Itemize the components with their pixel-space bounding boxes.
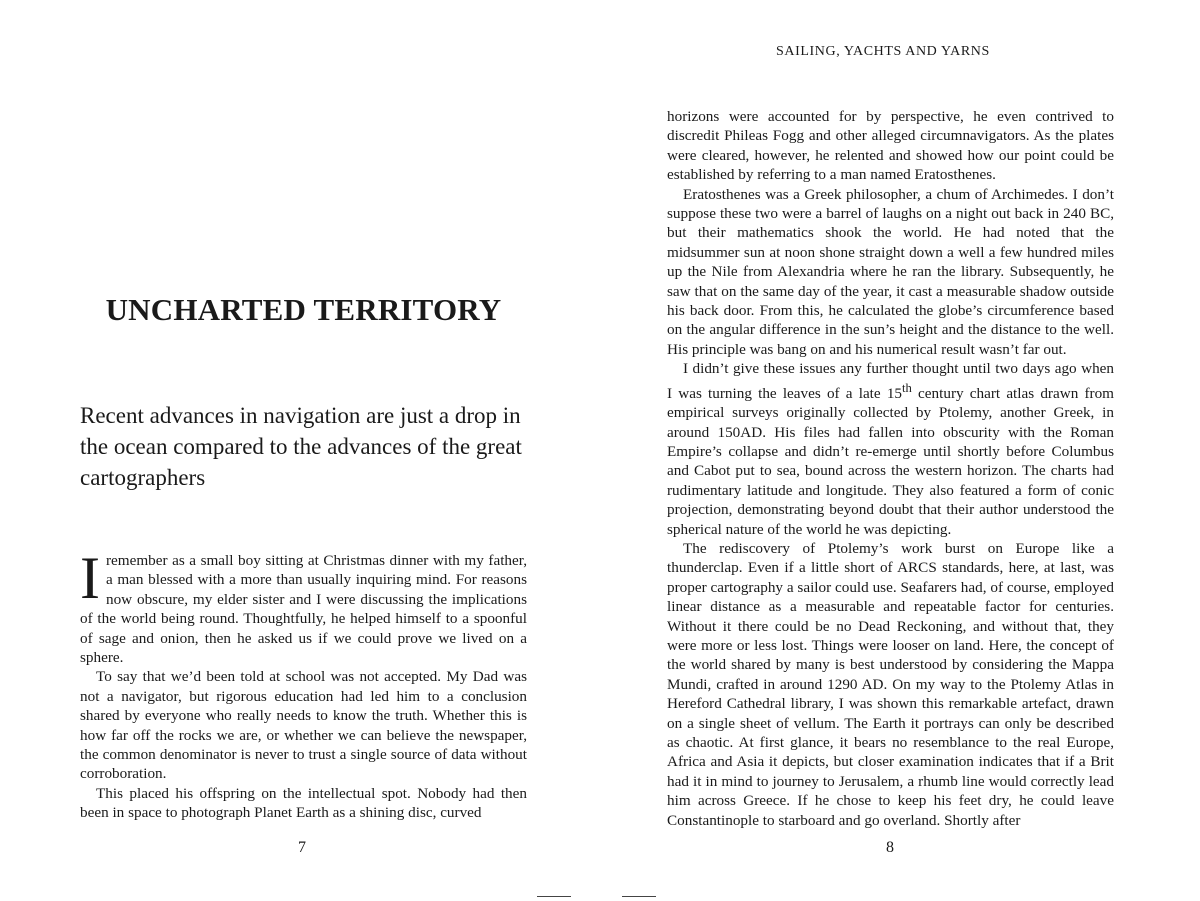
paragraph-1 — [80, 545, 527, 667]
chapter-subtitle: Recent advances in navigation are just a drop in the ocean compared to the advances of the great cartographers — [80, 403, 522, 490]
page-edge-rule-right — [622, 896, 656, 897]
running-head: SAILING, YACHTS AND YARNS — [776, 44, 990, 59]
paragraph-ptolemy-atlas-text-a: I didn’t give these issues any further thought until two days ago when I was turning the leaves of a late 15 — [667, 360, 1114, 402]
right-body-text — [667, 107, 1114, 830]
ordinal-superscript: th — [902, 380, 912, 395]
paragraph-rediscovery: The rediscovery of Ptolemy’s work burst on Europe like a thunderclap. Even if a little short of ARCS standards, here, at last, was proper cartography a sailor could use. Seafarers had, of course, employed linear distance as a measurable and repeatable factor for centuries. Without it there could be no Dead Reckoning, and without that, they were more or less lost. Things were looser on land. Here, the concept of the world shared by many is best understood by considering the Mappa Mundi, crafted in around 1290 AD. On my way to the Ptolemy Atlas in Hereford Cathedral library, I was shown this remarkable artefact, drawn on a single sheet of vellum. The Earth it portrays can only be described as chaotic. At first glance, it bears no resemblance to the real Europe, Africa and Asia it depicts, but closer examination indicates that if a Brit had it in mind to journey to Jerusalem, a rhumb line would correctly lead him across Greece. If he chose to keep his feet dry, he could leave Constantinople to starboard and go overland. Shortly after — [667, 540, 1114, 829]
chapter-title: UNCHARTED TERRITORY — [105, 292, 502, 327]
paragraph-ptolemy-atlas-text-b: century chart atlas drawn from empirical surveys originally collected by Ptolemy, another Greek, in around 150AD. His files had fallen into obscurity with the Roman Empire’s collapse and didn’t re-emerge until shortly before Columbus and Cabot put to sea, bound across the western horizon. The charts had rudimentary latitude and longitude. They also featured a form of conic projection, demonstrating beyond doubt that their author understood the spherical nature of the world he was depicting. — [667, 384, 1114, 538]
left-body-text — [80, 545, 527, 823]
paragraph-continued: horizons were accounted for by perspective, he even contrived to discredit Phileas Fogg and other alleged circumnavigators. As the plates were cleared, however, he relented and showed how our point could be established by referring to a man named Eratosthenes. — [667, 108, 1114, 184]
paragraph-2: To say that we’d been told at school was not accepted. My Dad was not a navigator, but rigorous education had led him to a conclusion shared by everyone who really needs to know the truth. Whether this is how far off the rocks we are, or whether we can believe the newspaper, the common denominator is never to trust a single source of data without corroboration. — [80, 668, 527, 783]
page-edge-rule-left — [537, 896, 571, 897]
paragraph-eratosthenes: Eratosthenes was a Greek philosopher, a chum of Archimedes. I don’t suppose these two were a barrel of laughs on a night out back in 240 BC, but their mathematics shook the world. He had noted that the midsummer sun at noon shone straight down a well a few hundred miles up the Nile from Alexandria where he ran the library. Subsequently, he saw that on the same day of the year, it cast a measurable shadow outside his back door. From this, he calculated the globe’s circumference based on the angular difference in the sun’s height and the distance to the well. His principle was bang on and his numerical result wasn’t far out. — [667, 185, 1114, 358]
paragraph-ptolemy-atlas — [667, 359, 1114, 539]
page-number-left: 7 — [298, 839, 306, 856]
paragraph-3: This placed his offspring on the intellectual spot. Nobody had then been in space to photograph Planet Earth as a shining disc, curved — [80, 784, 527, 822]
paragraph-1-text: remember as a small boy sitting at Christmas dinner with my father, a man blessed with a more than usually inquiring mind. For reasons now obscure, my elder sister and I were discussing the implications of the world being round. Thoughtfully, he helped himself to a spoonful of sage and onion, then he asked us if we could prove we lived on a sphere. — [80, 552, 527, 667]
drop-cap: I — [80, 545, 100, 611]
page-number-right: 8 — [886, 839, 894, 856]
